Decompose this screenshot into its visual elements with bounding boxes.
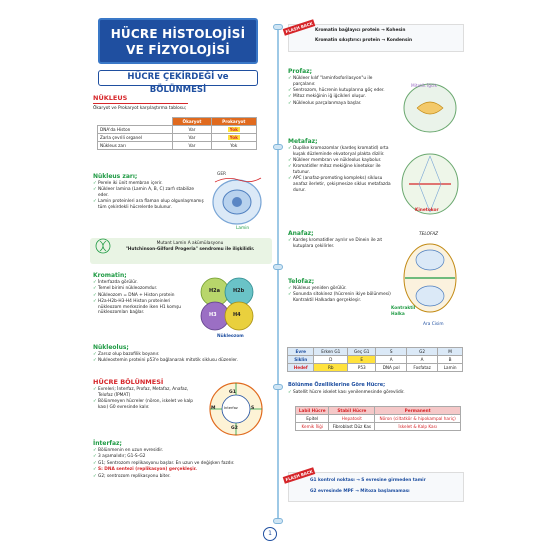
list-item: ✓ H2a-H2b-H3-H4 Histon proteinleri nükleozom merkezinde iken H1 komşu nükleozomları bağlar. <box>93 299 188 316</box>
divider-dot <box>273 264 283 270</box>
dna-icon <box>95 238 111 254</box>
list-item: ✓ Nukleostemin proteini p53'e bağlanarak mitotik siklusu düzenler. <box>93 358 265 364</box>
list-item: ✓ G1; Sentrozom replikasyonu başlar. En uzun ve değişken fazdır. <box>93 461 268 467</box>
list-item: ✓ Zarsız olup bazofilik boyanır. <box>93 352 265 358</box>
ara-cisim-label: Ara Cisim <box>423 322 444 327</box>
list-item: ✓ Nükleer membran ve nükleolus kaybolur. <box>288 158 396 164</box>
divider-dot <box>273 144 283 150</box>
bolunme-list <box>93 387 203 411</box>
list-item: ✓ Nükleer kılıf "laminfosforilasyon"u ile parçalanır. <box>288 76 396 87</box>
list-item: ✓ S: DNA sentezi (replikasyon) gerçekleşir. <box>93 467 268 473</box>
list-item: ✓ Perele iki ünit membran içerir. <box>93 181 205 187</box>
table-cell: Var <box>173 134 211 142</box>
ball-label: H2a <box>209 288 221 294</box>
table-row <box>288 356 463 364</box>
title-text: HÜCRE HİSTOLOJİSİ VE FİZYOLOJİSİ <box>110 27 246 57</box>
table-header-cell: Ökaryot <box>173 118 211 126</box>
nucleosome-illustration <box>193 270 263 340</box>
list-item: ✓ Satellit hücre iskelet kası yenilenmesinde görevlidir. <box>288 390 464 396</box>
mutant-line-1: Mutant Lamin A akümülasyonu <box>156 241 224 246</box>
table-cell: Fosfataz <box>406 364 437 372</box>
table-cell: M <box>438 348 463 356</box>
profaz-fig-label: Mitotik İğcik <box>411 84 437 89</box>
table-cell: Fibroblast Düz Kas <box>329 423 375 431</box>
list-item: ✓ Lamin proteinleri ara flaman olup olgunlaşmamış tüm çekirdekli hücrelerde bulunur. <box>93 199 205 210</box>
evre-table <box>287 347 463 372</box>
kontraktil-label: Kontraktil Halka <box>391 306 416 317</box>
profaz-heading: Profaz; <box>288 68 313 75</box>
table-cell <box>211 134 256 142</box>
anafaz-list <box>288 238 396 250</box>
list-item: ✓ Nükleolus parçalanmaya başlar. <box>288 101 396 107</box>
page <box>85 10 467 542</box>
anafaz-heading: Anafaz; <box>288 230 314 237</box>
column-divider <box>273 24 283 524</box>
flash2-line1: G1 kontrol noktası → S evresine girmeden tamir <box>310 478 426 483</box>
list-item: ✓ APC (anafaz-promoting kompleks) siklusu anafaz ilerletir, çekişmesize siklus metafazda durur. <box>288 176 396 193</box>
interfaz-list <box>93 448 268 480</box>
list-item: ✓ Kardeş kromatidler ayrılır ve Dinein ile zıt kutuplara çekilirler. <box>288 238 396 249</box>
list-item: ✓ Mitoz mekiğinin iğ iğcikleri oluşur. <box>288 94 396 100</box>
zar-list <box>93 181 205 211</box>
table-cell: Hepatosit <box>329 415 375 423</box>
table-cell: Geç G1 <box>348 348 376 356</box>
table-cell: Hedef <box>288 364 314 372</box>
list-item: ✓ 3 aşamalıdır; G1-S-G2 <box>93 454 268 460</box>
flashback-tag: FLASH BACK <box>283 467 316 484</box>
table-row <box>296 415 461 423</box>
page-title <box>98 18 258 64</box>
table-header-row <box>296 407 461 415</box>
table-cell: Epitel <box>296 415 329 423</box>
nukleolus-list <box>93 352 265 365</box>
ball-label: H3 <box>209 312 217 318</box>
table-cell: B <box>438 356 463 364</box>
table-cell: Var <box>173 142 211 150</box>
table-cell-highlight: Yok <box>229 127 238 132</box>
list-item: ✓ Nükleozom = DNA + Histon protein <box>93 293 188 299</box>
flashback-tag: FLASH BACK <box>283 19 316 36</box>
profaz-list <box>288 76 396 107</box>
table-cell: İskelet & Kalp Kası <box>375 423 461 431</box>
nukleus-heading: NÜKLEUS <box>93 94 128 102</box>
table-cell: Lamin <box>438 364 463 372</box>
table-header-cell: Labil Hücre <box>296 407 329 415</box>
table-cell: Var <box>173 126 211 134</box>
ball-label: H4 <box>233 312 241 318</box>
mutant-text <box>115 241 265 252</box>
table-cell: S <box>376 348 407 356</box>
list-item: ✓ Nükleus yeniden görülür. <box>288 286 396 292</box>
table-cell: Nükleus zarı <box>98 142 173 150</box>
hucre-table <box>295 406 461 431</box>
table-cell: P53 <box>348 364 376 372</box>
list-item: ✓ Bölünmenin en uzun evresidir. <box>93 448 268 454</box>
table-cell: Siklin <box>288 356 314 364</box>
list-item: ✓ İnterfazda görülür. <box>93 280 188 286</box>
table-cell: Evre <box>288 348 314 356</box>
table-cell: D <box>314 356 348 364</box>
flashback-box-2 <box>288 472 464 502</box>
kromatin-list <box>93 280 188 317</box>
subtitle-text: HÜCRE ÇEKİRDEĞİ ve BÖLÜNMESİ <box>127 72 229 95</box>
table-row <box>98 134 257 142</box>
table-cell: Nöron (ciltatkör & hipokampal hariç) <box>375 415 461 423</box>
table-cell <box>211 126 256 134</box>
ball-label: H2b <box>233 288 245 294</box>
table-cell: Yok <box>211 142 256 150</box>
list-item: ✓ Temel birimi nükleozomdur. <box>93 286 188 292</box>
table-cell: G2 <box>406 348 437 356</box>
table-cell: E <box>348 356 376 364</box>
metafaz-list <box>288 146 396 194</box>
nukleus-intro: Ökaryot ve Prokaryot karşılaştırma tablosu; <box>93 106 187 111</box>
list-item: ✓ Evreleri; İnterfaz, Profaz, Metafaz, Anafaz, Telofaz (İPMAT) <box>93 387 203 398</box>
table-cell-highlight: Yok <box>229 135 238 140</box>
metafaz-heading: Metafaz; <box>288 138 318 145</box>
wheel-label: Interfaz <box>224 406 238 410</box>
zar-heading: Nükleus zarı; <box>93 173 138 180</box>
nucleosome-label: Nükleozom <box>217 334 244 339</box>
table-row <box>288 348 463 356</box>
table-cell: DNA pol <box>376 364 407 372</box>
nukleolus-heading: Nükleolus; <box>93 344 129 351</box>
telofaz-fig-title: TELOFAZ <box>419 232 439 237</box>
table-cell: A <box>406 356 437 364</box>
divider-dot <box>273 518 283 524</box>
telofaz-list <box>288 286 396 304</box>
mutant-line-2: "Hutchinson-Gilford Progeria" sendromu ile ilişkilidir. <box>125 246 255 252</box>
lamin-label: Lamin <box>236 226 250 231</box>
list-item: ✓ Kromatidler mitoz mekiğine kinetokor ile tutunur. <box>288 164 396 175</box>
flash2-line2: G2 evresinde MPF → Mitoza başlamaması <box>310 489 410 494</box>
wheel-label: G2 <box>231 426 238 431</box>
table-header-cell <box>98 118 173 126</box>
table-cell: Kemik İliği <box>296 423 329 431</box>
list-item: ✓ Sonunda sitokinez (hücrenin ikiye bölünmesi) Kontraktil Halkadan gerçekleşir. <box>288 292 396 303</box>
wheel-label: G1 <box>229 390 236 395</box>
list-item: ✓ Nükleer lamina (Lamin A, B, C) zarfı stabilize eder. <box>93 187 205 198</box>
ozellik-list <box>288 390 464 396</box>
nucleus-illustration <box>207 170 265 234</box>
divider-dot <box>273 384 283 390</box>
wheel-label: M <box>211 406 216 411</box>
divider-line <box>277 24 279 524</box>
table-cell: Erken G1 <box>314 348 348 356</box>
table-header-cell: Permanent <box>375 407 461 415</box>
telofaz-heading: Telofaz; <box>288 278 315 285</box>
nukleus-underline <box>93 103 188 104</box>
compare-table <box>97 117 257 150</box>
table-row <box>296 423 461 431</box>
ozellik-heading: Bölünme Özelliklerine Göre Hücre; <box>288 382 386 388</box>
wheel-label: S <box>251 406 255 411</box>
table-cell: DNA'da Histon <box>98 126 173 134</box>
list-item: ✓ Bölünmeyen hücreler (nöron, iskelet ve kalp kası) G0 evresinde kalır. <box>93 399 203 410</box>
section-subtitle <box>98 70 258 95</box>
bolunme-heading: HÜCRE BÖLÜNMESİ <box>93 378 164 386</box>
table-cell: A <box>376 356 407 364</box>
flash1-line2: Kromatin sıkıştırıcı protein → Kondensin <box>315 38 413 43</box>
table-row <box>98 126 257 134</box>
table-row <box>98 142 257 150</box>
flash1-line1: Kromatin bağlayıcı protein → Kohesin <box>315 28 406 33</box>
table-header-cell: Stabil Hücre <box>329 407 375 415</box>
list-item: ✓ G2; sentrozom replikasyonu biter. <box>93 474 268 480</box>
divider-dot <box>273 24 283 30</box>
list-item: ✓ Sentrozom, hücrenin kutuplarına göç eder. <box>288 88 396 94</box>
table-row <box>288 364 463 372</box>
page-number: 1 <box>263 527 277 541</box>
list-item: ✓ Duplike kromozomlar (kardeş kromatid) orta kuşak düzleminde ekvatoryal plakta dizilir. <box>288 146 396 157</box>
metafaz-fig-label: Kinetokor <box>415 208 439 213</box>
ger-label: GER <box>217 172 227 177</box>
kromatin-heading: Kromatin; <box>93 272 127 279</box>
table-header-cell: Prokaryot <box>211 118 256 126</box>
table-cell: Rb <box>314 364 348 372</box>
table-cell: Zarla çevrili organel <box>98 134 173 142</box>
table-header-row <box>98 118 257 126</box>
interfaz-heading: İnterfaz; <box>93 440 122 447</box>
